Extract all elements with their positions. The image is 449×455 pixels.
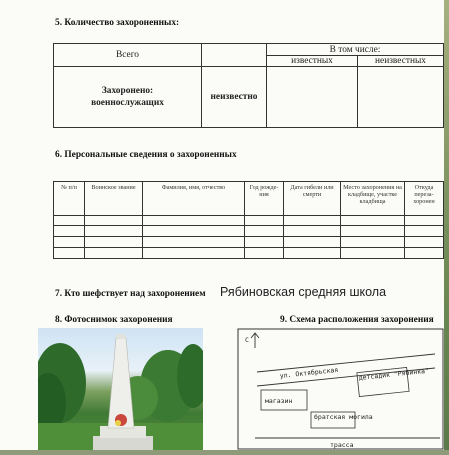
col-including-header: В том числе: <box>267 44 444 56</box>
row-known-value <box>267 67 358 128</box>
memorial-photo-drawing <box>38 328 203 450</box>
section6-heading: 6. Персональные сведения о захороненных <box>55 150 237 160</box>
col-unknown-header: неизвестных <box>358 56 444 67</box>
col-rank: Воинское звание <box>85 182 143 216</box>
table-row <box>54 237 444 248</box>
table-row <box>54 248 444 259</box>
col-empty-header <box>202 44 267 67</box>
road-label: трасса <box>330 441 354 449</box>
north-label: С <box>245 336 249 344</box>
table-row <box>54 216 444 226</box>
col-burial-place: Место захоронения на кладбище, участке кладбища <box>341 182 405 216</box>
col-number: № п/п <box>54 182 85 216</box>
table-row <box>54 226 444 237</box>
row-total-value: неизвестно <box>202 67 267 128</box>
grave-label: братская могила <box>314 413 373 421</box>
kindergarten-label: детсадик "Рябинка" <box>358 366 430 382</box>
patron-value: Рябиновская средняя школа <box>220 285 387 299</box>
memorial-photo <box>38 328 203 450</box>
background-grass <box>444 0 449 450</box>
shop-label: магазин <box>265 397 293 405</box>
location-scheme <box>235 328 444 450</box>
scheme-frame <box>238 329 443 449</box>
personal-info-table <box>53 181 444 259</box>
burial-count-table <box>53 43 444 128</box>
section9-heading: 9. Схема расположения захоронения <box>280 315 434 325</box>
col-known-header: известных <box>267 56 358 67</box>
row-label-cell: Захоронено: военнослужащих <box>54 67 202 128</box>
scheme-drawing <box>235 328 444 450</box>
col-reburied-from: Откуда переза-хоронен <box>405 182 444 216</box>
col-death-date: Дата гибели или смерти <box>284 182 341 216</box>
col-birth-year: Год рожде-ния <box>245 182 284 216</box>
col-total-header: Всего <box>54 44 202 67</box>
section7-heading: 7. Кто шефствует над захоронением <box>55 289 206 299</box>
street-label: ул. Октябрьская <box>279 365 339 380</box>
col-full-name: Фамилия, имя, отчество <box>143 182 245 216</box>
section8-heading: 8. Фотоснимок захоронения <box>55 315 173 325</box>
section5-heading: 5. Количество захороненных: <box>55 18 180 28</box>
row-unknown-value <box>358 67 444 128</box>
